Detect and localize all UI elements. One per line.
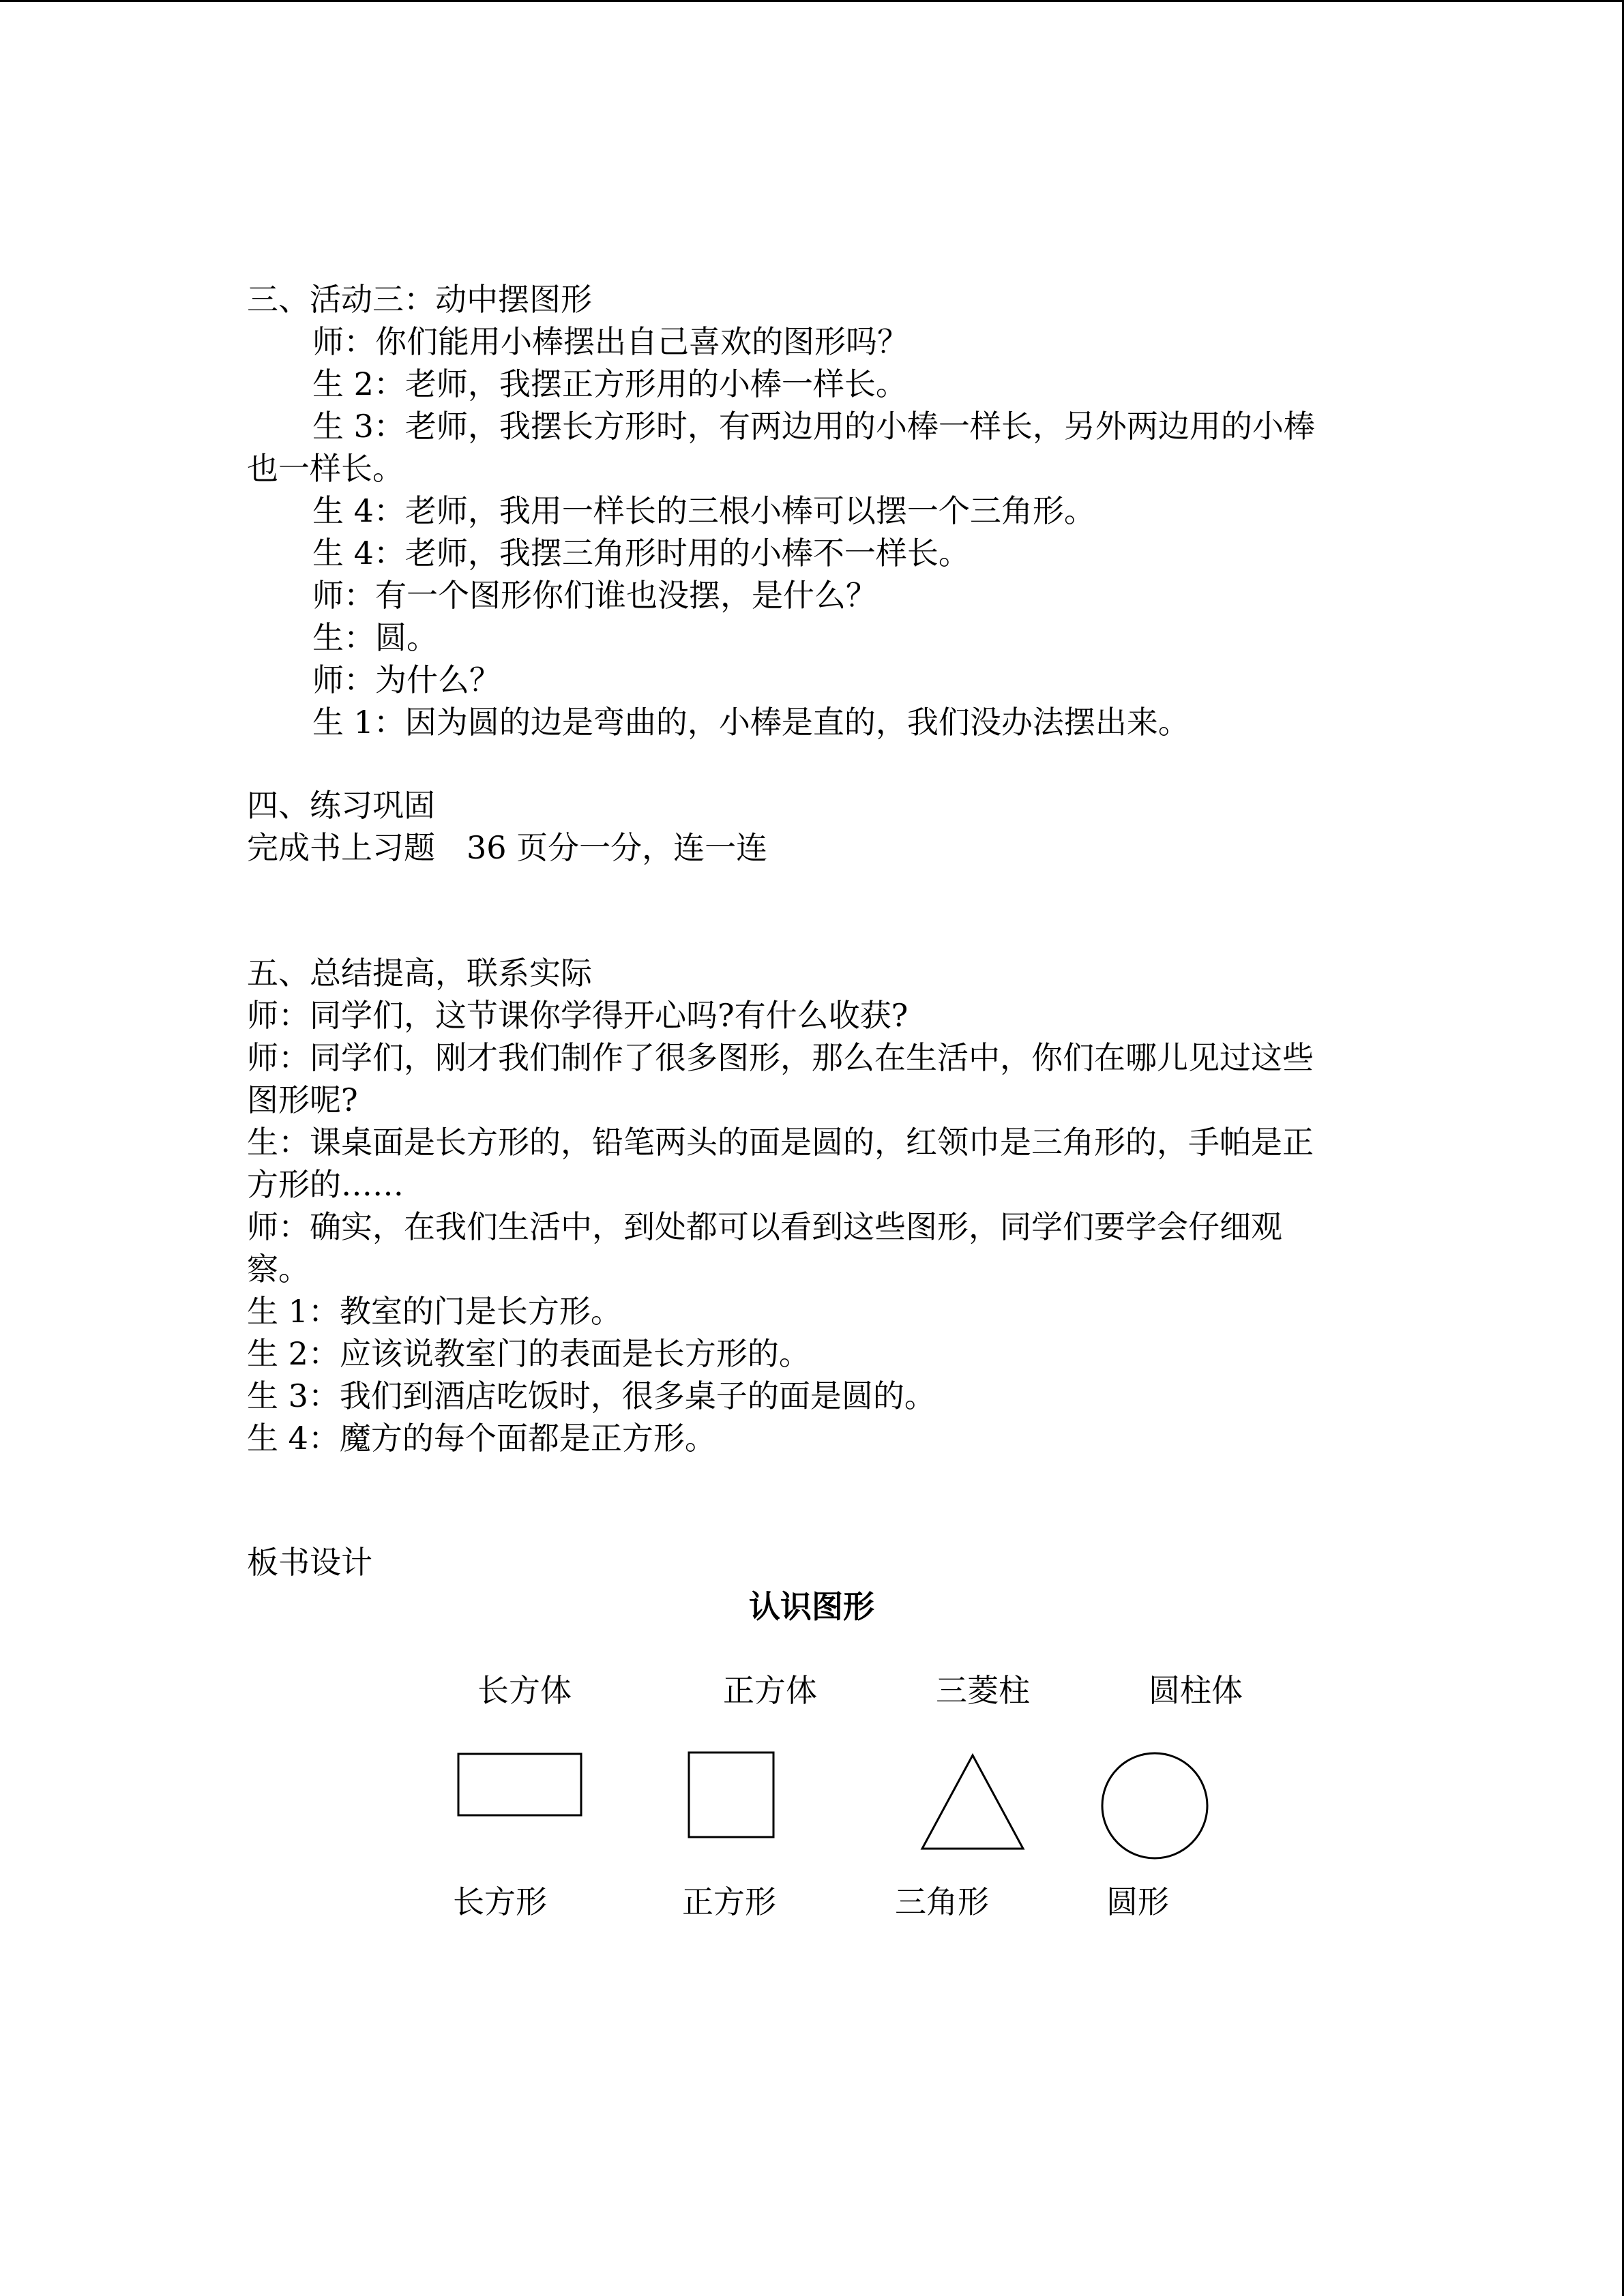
dialogue-line: 生 4：魔方的每个面都是正方形。 — [247, 1420, 716, 1457]
shape-label-rectangle: 长方形 — [453, 1883, 547, 1920]
dialogue-line: 生：课桌面是长方形的，铅笔两头的面是圆的，红领巾是三角形的，手帕是正 — [247, 1124, 1314, 1161]
rectangle-shape — [458, 1754, 581, 1815]
exercise-line: 完成书上习题 36 页分一分，连一连 — [247, 829, 768, 866]
shape-label-square: 正方形 — [682, 1883, 776, 1920]
circle-shape — [1102, 1753, 1207, 1858]
board-heading: 板书设计 — [247, 1544, 372, 1581]
solid-label-cuboid: 长方体 — [477, 1672, 572, 1709]
dialogue-line: 生 4：老师，我摆三角形时用的小棒不一样长。 — [312, 535, 970, 571]
dialogue-line: 师：同学们，这节课你学得开心吗?有什么收获? — [247, 997, 909, 1034]
dialogue-line: 也一样长。 — [247, 450, 404, 487]
dialogue-line: 生：圆。 — [312, 619, 438, 656]
dialogue-line: 生 2：老师，我摆正方形用的小棒一样长。 — [312, 366, 907, 402]
solid-label-cube: 正方体 — [723, 1672, 817, 1709]
square-shape — [689, 1753, 773, 1837]
dialogue-line: 生 3：老师，我摆长方形时，有两边用的小棒一样长，另外两边用的小棒 — [312, 408, 1315, 445]
section4-heading: 四、练习巩固 — [247, 787, 435, 824]
dialogue-line: 生 3：我们到酒店吃饭时，很多桌子的面是圆的。 — [247, 1377, 936, 1414]
dialogue-line: 师：你们能用小棒摆出自己喜欢的图形吗？ — [312, 323, 909, 360]
triangle-shape — [922, 1755, 1023, 1849]
dialogue-line: 生 4：老师，我用一样长的三根小棒可以摆一个三角形。 — [312, 492, 1095, 529]
solid-label-cylinder: 圆柱体 — [1149, 1672, 1243, 1709]
shape-label-circle: 圆形 — [1106, 1883, 1169, 1920]
solid-label-prism: 三菱柱 — [936, 1672, 1030, 1709]
dialogue-line: 察。 — [247, 1251, 310, 1287]
dialogue-line: 师：为什么？ — [312, 661, 501, 698]
dialogue-line: 师：同学们，刚才我们制作了很多图形，那么在生活中，你们在哪儿见过这些 — [247, 1039, 1314, 1076]
shape-label-triangle: 三角形 — [895, 1883, 989, 1920]
section5-heading: 五、总结提高，联系实际 — [247, 955, 592, 992]
dialogue-line: 生 1：教室的门是长方形。 — [247, 1293, 622, 1330]
dialogue-line: 生 1：因为圆的边是弯曲的，小棒是直的，我们没办法摆出来。 — [312, 704, 1190, 741]
dialogue-line: 师：有一个图形你们谁也没摆，是什么？ — [312, 577, 877, 614]
board-title: 认识图形 — [749, 1588, 874, 1625]
dialogue-line: 方形的…… — [247, 1166, 404, 1203]
dialogue-line: 生 2：应该说教室门的表面是长方形的。 — [247, 1335, 810, 1372]
section3-heading: 三、活动三：动中摆图形 — [247, 281, 592, 318]
dialogue-line: 图形呢? — [247, 1082, 358, 1118]
dialogue-line: 师：确实，在我们生活中，到处都可以看到这些图形，同学们要学会仔细观 — [247, 1208, 1282, 1245]
